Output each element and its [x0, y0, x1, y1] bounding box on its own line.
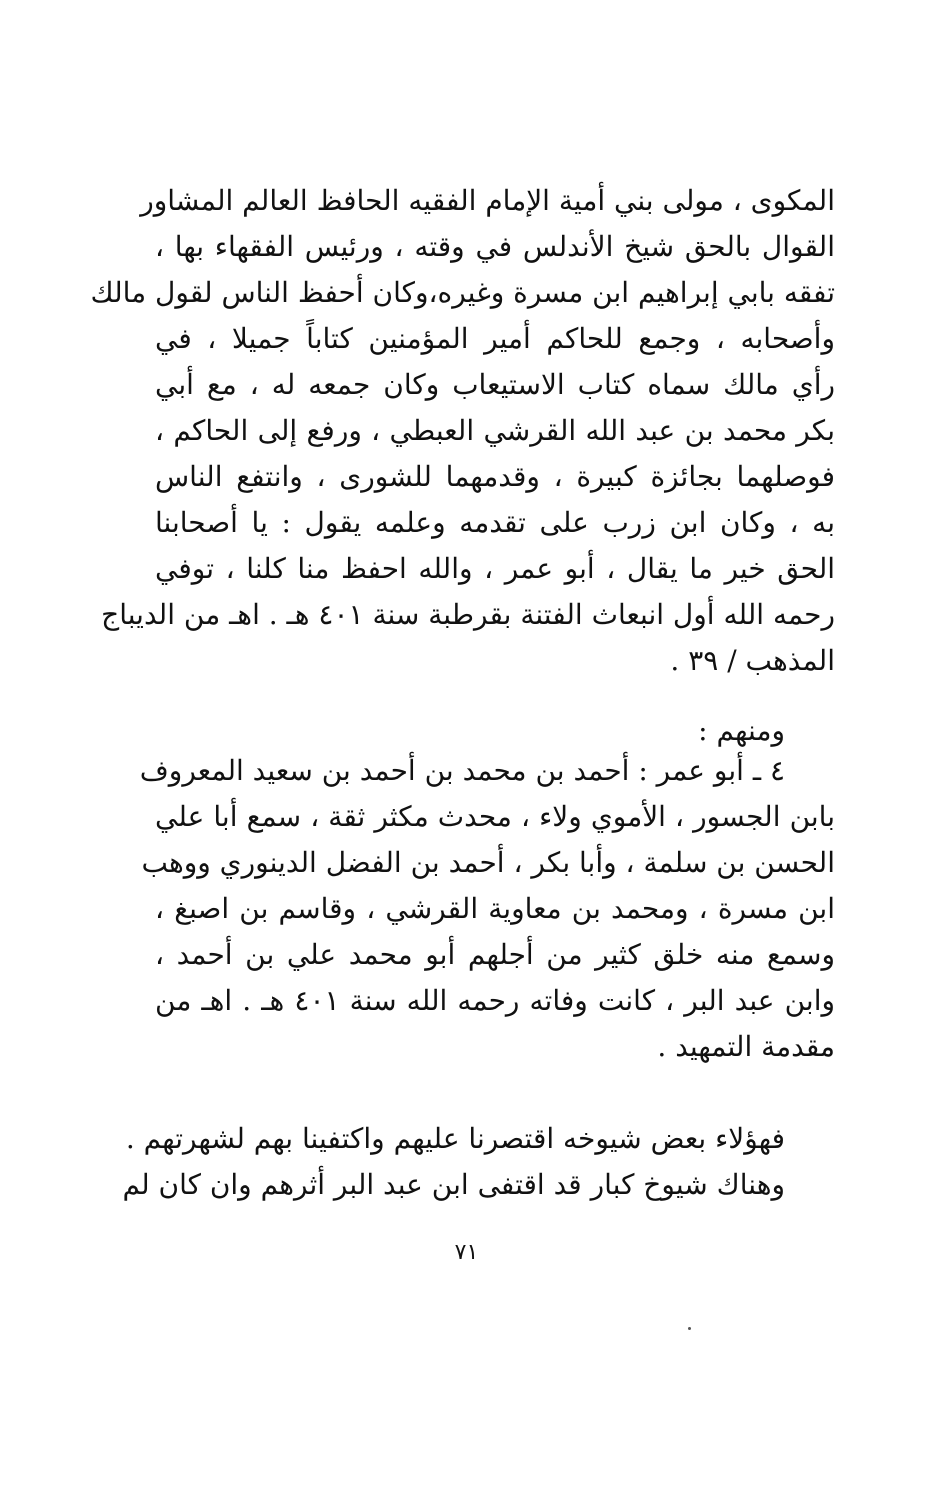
- page-number: ٧١: [454, 1240, 479, 1265]
- text-line: تفقه بابي إبراهيم ابن مسرة وغيره،وكان أحفظ الناس لقول مالك: [90, 276, 835, 309]
- paragraph-summary: [122, 1116, 835, 1208]
- text-line: وابن عبد البر ، كانت وفاته رحمه الله سنة ٤٠١ هـ . اهـ من: [155, 984, 836, 1017]
- text-line: ابن مسرة ، ومحمد بن معاوية القرشي ، وقاسم بن اصبغ ،: [155, 892, 835, 925]
- paragraph-biography-1: [90, 178, 835, 684]
- text-line: رحمه الله أول انبعاث الفتنة بقرطبة سنة ٤٠١ هـ . اهـ من الديباج: [101, 598, 835, 631]
- text-line: وسمع منه خلق كثير من أجلهم أبو محمد علي بن أحمد ،: [155, 938, 835, 971]
- text-line: ٤ ـ أبو عمر : أحمد بن محمد بن أحمد بن سعيد المعروف: [139, 754, 785, 787]
- paragraph-biography-2: [139, 748, 836, 1070]
- heading-text: ومنهم :: [698, 714, 785, 747]
- text-line: المذهب / ٣٩ .: [670, 644, 835, 677]
- text-line: القوال بالحق شيخ الأندلس في وقته ، ورئيس الفقهاء بها ،: [155, 230, 835, 263]
- text-line: فهؤلاء بعض شيوخه اقتصرنا عليهم واكتفينا بهم لشهرتهم .: [125, 1122, 785, 1155]
- text-line: الحسن بن سلمة ، وأبا بكر ، أحمد بن الفضل الدينوري ووهب: [141, 846, 835, 879]
- text-line: فوصلهما بجائزة كبيرة ، وقدمهما للشورى ، وانتفع الناس: [155, 460, 835, 493]
- text-line: بابن الجسور ، الأموي ولاء ، محدث مكثر ثقة ، سمع أبا علي: [155, 800, 835, 833]
- text-line: الحق خير ما يقال ، أبو عمر ، والله احفظ منا كلنا ، توفي: [155, 552, 835, 585]
- scan-speck: [688, 1327, 691, 1330]
- text-line: به ، وكان ابن زرب على تقدمه وعلمه يقول : يا أصحابنا: [155, 506, 835, 539]
- text-line: رأي مالك سماه كتاب الاستيعاب وكان جمعه له ، مع أبي: [155, 368, 835, 401]
- text-line: وهناك شيوخ كبار قد اقتفى ابن عبد البر أثرهم وان كان لم: [122, 1168, 785, 1201]
- text-line: وأصحابه ، وجمع للحاكم أمير المؤمنين كتاباً جميلا ، في: [155, 322, 835, 355]
- text-line: مقدمة التمهيد .: [657, 1030, 835, 1063]
- text-line: بكر محمد بن عبد الله القرشي العبطي ، ورفع إلى الحاكم ،: [155, 414, 835, 447]
- text-line: المكوى ، مولى بني أمية الإمام الفقيه الحافظ العالم المشاور: [140, 184, 835, 217]
